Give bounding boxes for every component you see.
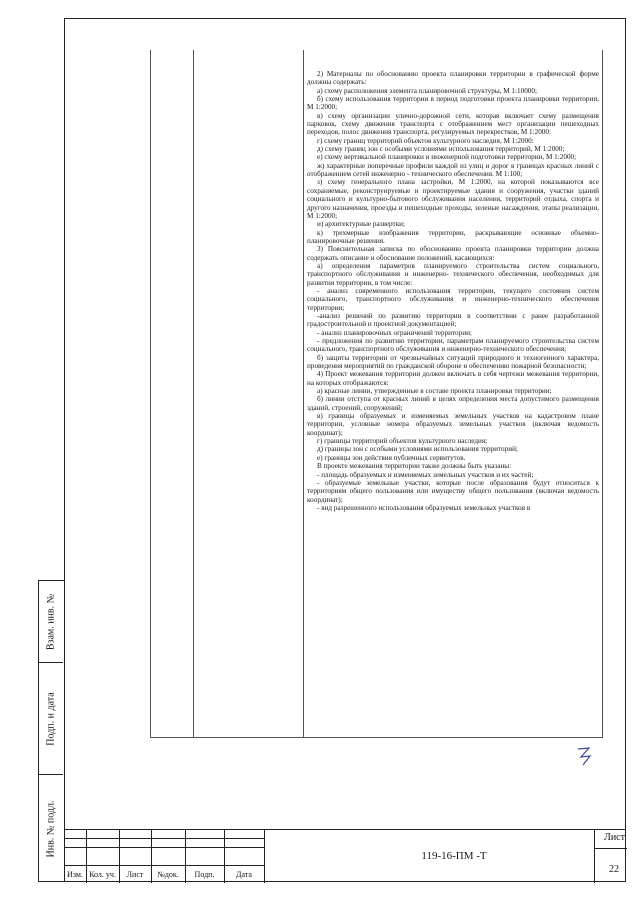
body-paragraph: к) трехмерные изображения территории, раскрывающие основные объемно-планировочные решения. (307, 228, 599, 245)
body-paragraph: - анализ современного использования территории, текущего состояния систем социального, транспортного обслуживания и инженерно-технического обеспечения территории; (307, 286, 599, 312)
body-paragraph: 2) Материалы по обоснованию проекта планировки территории в графической форме должны содержать: (307, 70, 599, 87)
stamp-row (64, 847, 264, 848)
sheet-label: Лист (604, 832, 625, 843)
body-paragraph: б) защиты территории от чрезвычайных ситуаций природного и техногенного характера, проведения мероприятий по гражданской обороне и обеспечению пожарной безопасности; (307, 353, 599, 371)
stamp-row (64, 838, 264, 839)
side-vzam-label: Взам. инв. № (45, 593, 57, 650)
table-divider (303, 50, 304, 738)
body-paragraph: г) границы территорий объектов культурного наследия; (317, 437, 488, 446)
body-paragraph: а) схему расположения элемента планировочной структуры, М 1:10000; (317, 86, 537, 95)
body-paragraph: а) красные линии, утвержденные в составе проекта планировки территории; (317, 387, 552, 396)
body-paragraph: б) линии отступа от красных линий в целях определения места допустимого размещения зданий, строений, сооружений; (307, 395, 599, 412)
body-paragraph: и) архитектурные развертки; (317, 220, 406, 229)
stamp-label-data: Дата (236, 870, 252, 879)
stamp-label-podp: Подп. (194, 870, 215, 879)
document-code: 119-16-ПМ -Т (421, 850, 487, 862)
table-divider (193, 50, 194, 738)
body-paragraph: ж) характерные поперечные профили каждой из улиц и дорог в границах красных линий с отображением сетей инженерно - технического обеспечения. М 1:100; (307, 161, 599, 179)
title-block (64, 829, 626, 883)
body-paragraph: е) границы зон действия публичных сервитутов. (317, 453, 466, 462)
body-paragraph: В проекте межевания территории также должны быть указаны: (317, 462, 512, 471)
body-paragraph: - площадь образуемых и изменяемых земельных участков и их частей; (317, 470, 534, 479)
body-paragraph: д) границы зон с особыми условиями использования территорий; (317, 445, 518, 454)
body-paragraph: - образуемые земельные участки, которые после образования будут относиться к территориям общего пользования или имуществу общего пользования (включая ведомость координат); (307, 478, 599, 504)
body-paragraph: - предложения по развитию территории, параметрам планируемого строительства систем социального, транспортного обслуживания и инженерно-технического обеспечения; (307, 337, 599, 354)
body-paragraph: б) схему использования территории в период подготовки проекта планировки территории, М 1:2000; (307, 95, 599, 112)
body-paragraph: 3) Пояснительная записка по обоснованию проекта планировки территории должна содержать описание и обоснование положений, касающихся: (307, 245, 599, 262)
stamp-label-izm: Изм. (67, 870, 83, 879)
side-podp-cell (39, 663, 63, 775)
stamp-row (64, 865, 264, 866)
body-paragraph: е) схему вертикальной планировки и инженерной подготовки территории, М 1:2000; (317, 153, 577, 162)
stamp-label-ndok: №док. (157, 870, 179, 879)
body-paragraph: в) границы образуемых и изменяемых земельных участков на кадастровом плане территории, условные номера образуемых земельных участков (включая ведомость координат); (307, 412, 599, 437)
stamp-label-kolvo: Кол. уч. (89, 870, 116, 879)
sheet-box (594, 830, 627, 883)
body-paragraph: - анализ планировочных ограничений территории; (317, 328, 472, 337)
signature-mark (575, 745, 595, 767)
body-paragraph: -анализ решений по развитию территории в соответствии с ранее разработанной градостроительной и проектной документацией; (307, 311, 599, 329)
stamp-col (264, 830, 265, 883)
side-inv-cell (39, 775, 63, 882)
sheet-box-divider (595, 848, 627, 849)
body-paragraph: з) схему генерального плана застройки, М 1:2000, на которой показываются все сохраняемые, реконструируемые и проектируемые здания и сооружения, участки зданий социального и культурно-бытового обслуживания населения, территорий отдыха, спорта и другого назначения, проезды и пешеходные проходы, зеленые насаждения, этапы реализации, М 1:2000; (307, 178, 599, 220)
body-paragraph: а) определения параметров планируемого строительства систем социального, транспортного обслуживания и инженерно- технического обеспечения, необходимых для развития территории, в том числе: (307, 261, 599, 287)
body-paragraph: 4) Проект межевания территории должен включать в себя чертежи межевания территории, на которых отображаются: (307, 370, 599, 387)
sheet-number: 22 (609, 864, 619, 875)
document-body (307, 70, 599, 512)
body-paragraph: в) схему организации улично-дорожной сети, которая включает схему размещения парковок, схему движения транспорта с отображением мест организации пешеходных переходов, полос движения транспорта, регулируемых перекрестков, М 1:2000: (307, 111, 599, 137)
stamp-label-list: Лист (126, 870, 144, 879)
body-paragraph: - вид разрешенного использования образуемых земельных участков в (317, 503, 531, 512)
side-vzam-cell (39, 581, 63, 663)
side-inv-label: Инв. № подл. (45, 800, 57, 857)
side-podp-label: Подп. и дата (45, 691, 57, 746)
side-strip (38, 580, 64, 882)
body-paragraph: г) схему границ территорий объектов культурного наследия, М 1:2000: (317, 136, 534, 145)
body-paragraph: д) схему границ зон с особыми условиями использования территорий, М 1:2000; (317, 145, 565, 154)
